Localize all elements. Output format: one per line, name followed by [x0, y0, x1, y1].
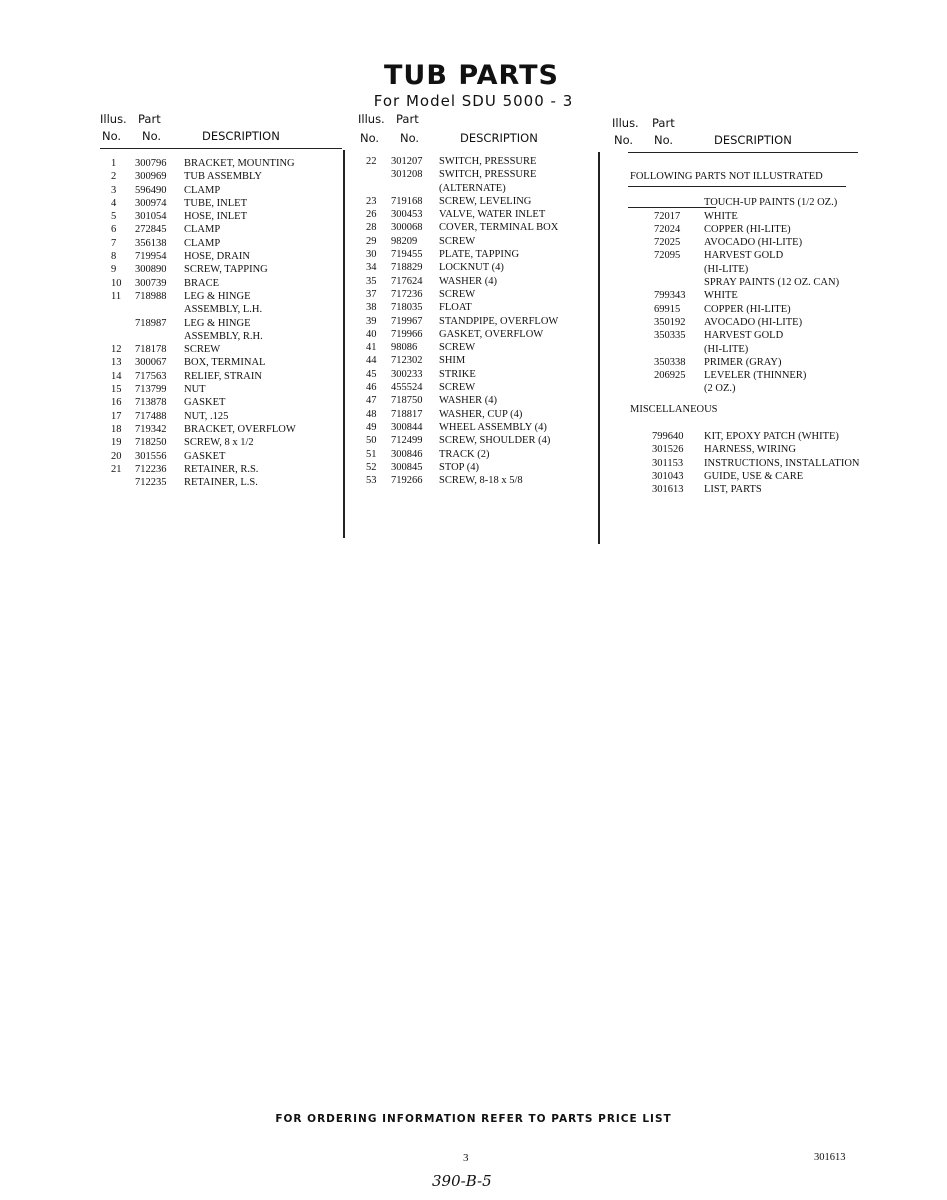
- table-row: [100, 318, 340, 331]
- part-description: NUT, .125: [184, 410, 229, 422]
- section-heading-miscellaneous: [630, 404, 930, 417]
- part-description: SCREW: [439, 382, 476, 394]
- column-header: [358, 112, 598, 148]
- illus-number: 13: [111, 357, 122, 369]
- part-number: 713799: [135, 384, 167, 396]
- part-description: ASSEMBLY, R.H.: [184, 330, 263, 342]
- part-description: HOSE, INLET: [184, 211, 247, 223]
- part-number: 301526: [652, 444, 684, 456]
- table-row: [612, 444, 912, 457]
- parts-list: [358, 156, 598, 488]
- table-row: [358, 302, 598, 315]
- table-row: [612, 224, 912, 237]
- table-row: [100, 171, 340, 184]
- table-row: [358, 435, 598, 448]
- parts-column-3: [612, 116, 912, 496]
- part-number: 596490: [135, 184, 167, 196]
- illus-number: 26: [366, 209, 377, 221]
- part-description: LEG & HINGE: [184, 317, 251, 329]
- table-row: [100, 384, 340, 397]
- part-description: STOP (4): [439, 461, 479, 473]
- part-number: 717624: [391, 275, 423, 287]
- part-description: RETAINER, L.S.: [184, 477, 258, 489]
- table-row: [612, 471, 912, 484]
- part-description: STRIKE: [439, 368, 476, 380]
- part-description: (HI-LITE): [704, 343, 749, 355]
- illus-number: 39: [366, 315, 377, 327]
- part-description: SCREW, TAPPING: [184, 264, 268, 276]
- illus-number: 53: [366, 475, 377, 487]
- part-number: 300067: [135, 357, 167, 369]
- table-row: [612, 237, 912, 250]
- part-number: 301054: [135, 211, 167, 223]
- part-description: SCREW: [439, 235, 476, 247]
- part-description: SCREW, 8 x 1/2: [184, 437, 254, 449]
- illus-number: 5: [111, 211, 117, 223]
- table-row: [100, 331, 340, 344]
- part-number: 719967: [391, 315, 423, 327]
- illus-number: 9: [111, 264, 117, 276]
- illus-number: 47: [366, 395, 377, 407]
- part-description: BRACKET, OVERFLOW: [184, 423, 296, 435]
- header-part-no: No.: [654, 133, 674, 147]
- table-row: [100, 238, 340, 251]
- part-description: LOCKNUT (4): [439, 262, 504, 274]
- illus-number: 18: [111, 423, 122, 435]
- part-description: HOSE, DRAIN: [184, 251, 250, 263]
- table-row: [358, 196, 598, 209]
- table-row: [358, 395, 598, 408]
- table-row: [612, 431, 912, 444]
- illus-number: 45: [366, 368, 377, 380]
- part-description: LIST, PARTS: [704, 484, 762, 496]
- illus-number: 52: [366, 461, 377, 473]
- part-number: 350335: [654, 330, 686, 342]
- table-row: [100, 397, 340, 410]
- part-description: KIT, EPOXY PATCH (WHITE): [704, 431, 839, 443]
- part-number: 300974: [135, 197, 167, 209]
- table-row: [612, 458, 912, 471]
- header-illus-no: No.: [360, 131, 380, 145]
- part-number: 799343: [654, 290, 686, 302]
- part-number: 713878: [135, 397, 167, 409]
- part-description: LEG & HINGE: [184, 290, 251, 302]
- table-row: [100, 464, 340, 477]
- table-row: [100, 211, 340, 224]
- part-number: 72025: [654, 237, 681, 249]
- part-number: 717488: [135, 410, 167, 422]
- table-row: [358, 316, 598, 329]
- illus-number: 48: [366, 408, 377, 420]
- part-number: 300890: [135, 264, 167, 276]
- illus-number: 35: [366, 275, 377, 287]
- part-number: 300845: [391, 461, 423, 473]
- part-description: COVER, TERMINAL BOX: [439, 222, 559, 234]
- table-row: [612, 197, 912, 210]
- part-description: CLAMP: [184, 224, 221, 236]
- part-number: 718178: [135, 344, 167, 356]
- illus-number: 41: [366, 342, 377, 354]
- table-row: [358, 342, 598, 355]
- part-number: 350192: [654, 316, 686, 328]
- parts-list-miscellaneous: [612, 431, 912, 497]
- part-description: WASHER (4): [439, 395, 498, 407]
- illus-number: 17: [111, 410, 122, 422]
- header-part: Part: [138, 112, 161, 126]
- table-row: [358, 236, 598, 249]
- part-description: NUT: [184, 384, 206, 396]
- part-number: 717563: [135, 370, 167, 382]
- section-title: FOLLOWING PARTS NOT ILLUSTRATED: [630, 171, 823, 182]
- part-number: 718988: [135, 290, 167, 302]
- part-description: TRACK (2): [439, 448, 490, 460]
- header-description: DESCRIPTION: [202, 129, 280, 143]
- header-description: DESCRIPTION: [460, 131, 538, 145]
- part-number: 300453: [391, 209, 423, 221]
- illus-number: 22: [366, 156, 377, 167]
- illus-number: 28: [366, 222, 377, 234]
- part-number: 72017: [654, 210, 681, 222]
- part-number: 301207: [391, 156, 423, 167]
- part-description: (2 OZ.): [704, 383, 736, 395]
- table-row: [612, 344, 912, 357]
- illus-number: 2: [111, 171, 117, 183]
- part-description: WASHER, CUP (4): [439, 408, 523, 420]
- part-number: 350338: [654, 356, 686, 368]
- table-row: [100, 344, 340, 357]
- part-number: 719342: [135, 423, 167, 435]
- part-description: COPPER (HI-LITE): [704, 303, 791, 315]
- part-description: BRACE: [184, 277, 220, 289]
- illus-number: 49: [366, 421, 377, 433]
- column-divider: [598, 152, 600, 544]
- table-row: [100, 371, 340, 384]
- part-number: 300068: [391, 222, 423, 234]
- part-description: SHIM: [439, 355, 466, 367]
- parts-list: [100, 158, 340, 490]
- part-description: WHITE: [704, 290, 738, 302]
- illus-number: 38: [366, 302, 377, 314]
- table-row: [100, 185, 340, 198]
- illus-number: 20: [111, 450, 122, 462]
- part-description: WASHER (4): [439, 275, 498, 287]
- part-description: SCREW: [184, 344, 221, 356]
- part-description: SPRAY PAINTS (12 OZ. CAN): [704, 277, 840, 289]
- part-description: GUIDE, USE & CARE: [704, 470, 804, 482]
- part-description: HARVEST GOLD: [704, 330, 784, 342]
- section-heading-not-illustrated: [630, 171, 930, 184]
- part-description: COPPER (HI-LITE): [704, 223, 791, 235]
- part-description: FLOAT: [439, 302, 472, 314]
- header-illus-no: No.: [614, 133, 634, 147]
- table-row: [100, 477, 340, 490]
- part-description: VALVE, WATER INLET: [439, 209, 546, 221]
- part-number: 300233: [391, 368, 423, 380]
- table-row: [358, 169, 598, 182]
- column-header: [612, 116, 912, 152]
- table-row: [358, 462, 598, 475]
- part-number: 712236: [135, 463, 167, 475]
- header-description: DESCRIPTION: [714, 133, 792, 147]
- table-row: [612, 290, 912, 303]
- illus-number: 7: [111, 237, 117, 249]
- part-number: 719966: [391, 328, 423, 340]
- table-row: [358, 249, 598, 262]
- part-description: RETAINER, R.S.: [184, 463, 259, 475]
- part-description: PLATE, TAPPING: [439, 249, 520, 261]
- illus-number: 12: [111, 344, 122, 356]
- table-row: [358, 222, 598, 235]
- illus-number: 1: [111, 158, 117, 169]
- part-description: TOUCH-UP PAINTS (1/2 OZ.): [704, 197, 838, 209]
- part-description: SWITCH, PRESSURE: [439, 156, 537, 167]
- table-row: [612, 264, 912, 277]
- header-part: Part: [396, 112, 419, 126]
- part-description: AVOCADO (HI-LITE): [704, 237, 803, 249]
- part-description: TUBE, INLET: [184, 197, 247, 209]
- table-row: [358, 449, 598, 462]
- part-number: 300739: [135, 277, 167, 289]
- table-row: [358, 475, 598, 488]
- part-number: 300969: [135, 171, 167, 183]
- part-description: WHEEL ASSEMBLY (4): [439, 421, 547, 433]
- illus-number: 23: [366, 195, 377, 207]
- header-illus-no: No.: [102, 129, 122, 143]
- illus-number: 11: [111, 290, 122, 302]
- table-row: [358, 209, 598, 222]
- header-illus: Illus.: [612, 116, 639, 130]
- header-rule: [100, 148, 342, 149]
- illus-number: 40: [366, 328, 377, 340]
- part-number: 301043: [652, 470, 684, 482]
- part-number: 301556: [135, 450, 167, 462]
- part-number: 98086: [391, 342, 418, 354]
- illus-number: 34: [366, 262, 377, 274]
- illus-number: 21: [111, 463, 122, 475]
- table-row: [612, 330, 912, 343]
- illus-number: 3: [111, 184, 117, 196]
- table-row: [358, 262, 598, 275]
- part-description: RELIEF, STRAIN: [184, 370, 262, 382]
- part-description: (HI-LITE): [704, 263, 749, 275]
- illus-number: 19: [111, 437, 122, 449]
- table-row: [612, 317, 912, 330]
- table-row: [358, 409, 598, 422]
- table-row: [100, 291, 340, 304]
- document-number: 301613: [814, 1152, 846, 1163]
- part-number: 719954: [135, 251, 167, 263]
- page-title: TUB PARTS: [384, 60, 559, 91]
- part-number: 300846: [391, 448, 423, 460]
- part-number: 718829: [391, 262, 423, 274]
- illus-number: 10: [111, 277, 122, 289]
- part-description: CLAMP: [184, 237, 221, 249]
- part-number: 719266: [391, 475, 423, 487]
- part-description: SWITCH, PRESSURE: [439, 169, 537, 181]
- part-number: 72024: [654, 223, 681, 235]
- part-number: 712235: [135, 477, 167, 489]
- table-row: [358, 369, 598, 382]
- part-number: 718250: [135, 437, 167, 449]
- table-row: [100, 304, 340, 317]
- part-number: 301613: [652, 484, 684, 496]
- section-rule: [628, 207, 716, 208]
- table-row: [612, 211, 912, 224]
- illus-number: 50: [366, 435, 377, 447]
- illus-number: 6: [111, 224, 117, 236]
- header-illus: Illus.: [100, 112, 127, 126]
- illus-number: 16: [111, 397, 122, 409]
- part-number: 718817: [391, 408, 423, 420]
- table-row: [612, 357, 912, 370]
- parts-column-2: [358, 112, 598, 487]
- part-number: 301208: [391, 169, 423, 181]
- illus-number: 37: [366, 288, 377, 300]
- part-description: BOX, TERMINAL: [184, 357, 266, 369]
- part-number: 300844: [391, 421, 423, 433]
- illus-number: 44: [366, 355, 377, 367]
- column-divider: [343, 150, 345, 538]
- table-row: [358, 156, 598, 169]
- part-number: 718987: [135, 317, 167, 329]
- parts-list-not-illustrated: [612, 197, 912, 396]
- ordering-footer: FOR ORDERING INFORMATION REFER TO PARTS PRICE LIST: [275, 1113, 672, 1125]
- illus-number: 15: [111, 384, 122, 396]
- part-description: INSTRUCTIONS, INSTALLATION: [704, 457, 860, 469]
- header-part: Part: [652, 116, 675, 130]
- part-description: CLAMP: [184, 184, 221, 196]
- table-row: [358, 183, 598, 196]
- part-number: 712499: [391, 435, 423, 447]
- part-number: 206925: [654, 370, 686, 382]
- part-number: 272845: [135, 224, 167, 236]
- part-number: 300796: [135, 158, 167, 169]
- part-number: 98209: [391, 235, 418, 247]
- illus-number: 8: [111, 251, 117, 263]
- table-row: [358, 329, 598, 342]
- part-description: GASKET: [184, 397, 226, 409]
- table-row: [358, 422, 598, 435]
- table-row: [358, 355, 598, 368]
- part-description: SCREW, LEVELING: [439, 195, 532, 207]
- part-description: BRACKET, MOUNTING: [184, 158, 295, 169]
- table-row: [612, 304, 912, 317]
- part-description: HARVEST GOLD: [704, 250, 784, 262]
- illus-number: 30: [366, 249, 377, 261]
- part-number: 719168: [391, 195, 423, 207]
- part-number: 69915: [654, 303, 681, 315]
- table-row: [100, 424, 340, 437]
- part-number: 718035: [391, 302, 423, 314]
- header-illus: Illus.: [358, 112, 385, 126]
- part-description: SCREW, 8-18 x 5/8: [439, 475, 523, 487]
- table-row: [100, 224, 340, 237]
- part-description: WHITE: [704, 210, 738, 222]
- table-row: [612, 250, 912, 263]
- section-title: MISCELLANEOUS: [630, 403, 718, 415]
- part-description: SCREW: [439, 342, 476, 354]
- part-number: 799640: [652, 431, 684, 443]
- part-number: 356138: [135, 237, 167, 249]
- part-number: 719455: [391, 249, 423, 261]
- illus-number: 29: [366, 235, 377, 247]
- part-description: SCREW: [439, 288, 476, 300]
- part-description: (ALTERNATE): [439, 182, 506, 194]
- table-row: [100, 158, 340, 171]
- part-description: PRIMER (GRAY): [704, 356, 782, 368]
- table-row: [612, 383, 912, 396]
- table-row: [358, 382, 598, 395]
- illus-number: 46: [366, 382, 377, 394]
- header-part-no: No.: [400, 131, 420, 145]
- table-row: [612, 484, 912, 497]
- illus-number: 14: [111, 370, 122, 382]
- part-number: 455524: [391, 382, 423, 394]
- table-row: [358, 276, 598, 289]
- part-number: 301153: [652, 457, 684, 469]
- part-description: GASKET: [184, 450, 226, 462]
- illus-number: 4: [111, 197, 117, 209]
- part-description: HARNESS, WIRING: [704, 444, 796, 456]
- part-number: 717236: [391, 288, 423, 300]
- part-description: SCREW, SHOULDER (4): [439, 435, 551, 447]
- parts-column-1: [100, 112, 340, 489]
- page-subtitle: For Model SDU 5000 - 3: [373, 92, 574, 110]
- table-row: [612, 370, 912, 383]
- table-row: [100, 264, 340, 277]
- part-description: LEVELER (THINNER): [704, 370, 807, 382]
- table-row: [100, 437, 340, 450]
- column-header: [100, 112, 340, 148]
- table-row: [100, 278, 340, 291]
- table-row: [100, 357, 340, 370]
- part-number: 718750: [391, 395, 423, 407]
- table-row: [358, 289, 598, 302]
- table-row: [100, 251, 340, 264]
- table-row: [612, 277, 912, 290]
- handwritten-note: 390-B-5: [432, 1172, 492, 1190]
- part-description: TUB ASSEMBLY: [184, 171, 263, 183]
- page-number: 3: [463, 1152, 469, 1164]
- header-rule: [628, 152, 858, 153]
- table-row: [100, 451, 340, 464]
- table-row: [100, 411, 340, 424]
- part-description: ASSEMBLY, L.H.: [184, 304, 263, 316]
- part-number: 72095: [654, 250, 681, 262]
- part-description: GASKET, OVERFLOW: [439, 328, 544, 340]
- part-description: STANDPIPE, OVERFLOW: [439, 315, 559, 327]
- part-number: 712302: [391, 355, 423, 367]
- section-rule: [628, 186, 846, 187]
- illus-number: 51: [366, 448, 377, 460]
- part-description: AVOCADO (HI-LITE): [704, 316, 803, 328]
- table-row: [100, 198, 340, 211]
- header-part-no: No.: [142, 129, 162, 143]
